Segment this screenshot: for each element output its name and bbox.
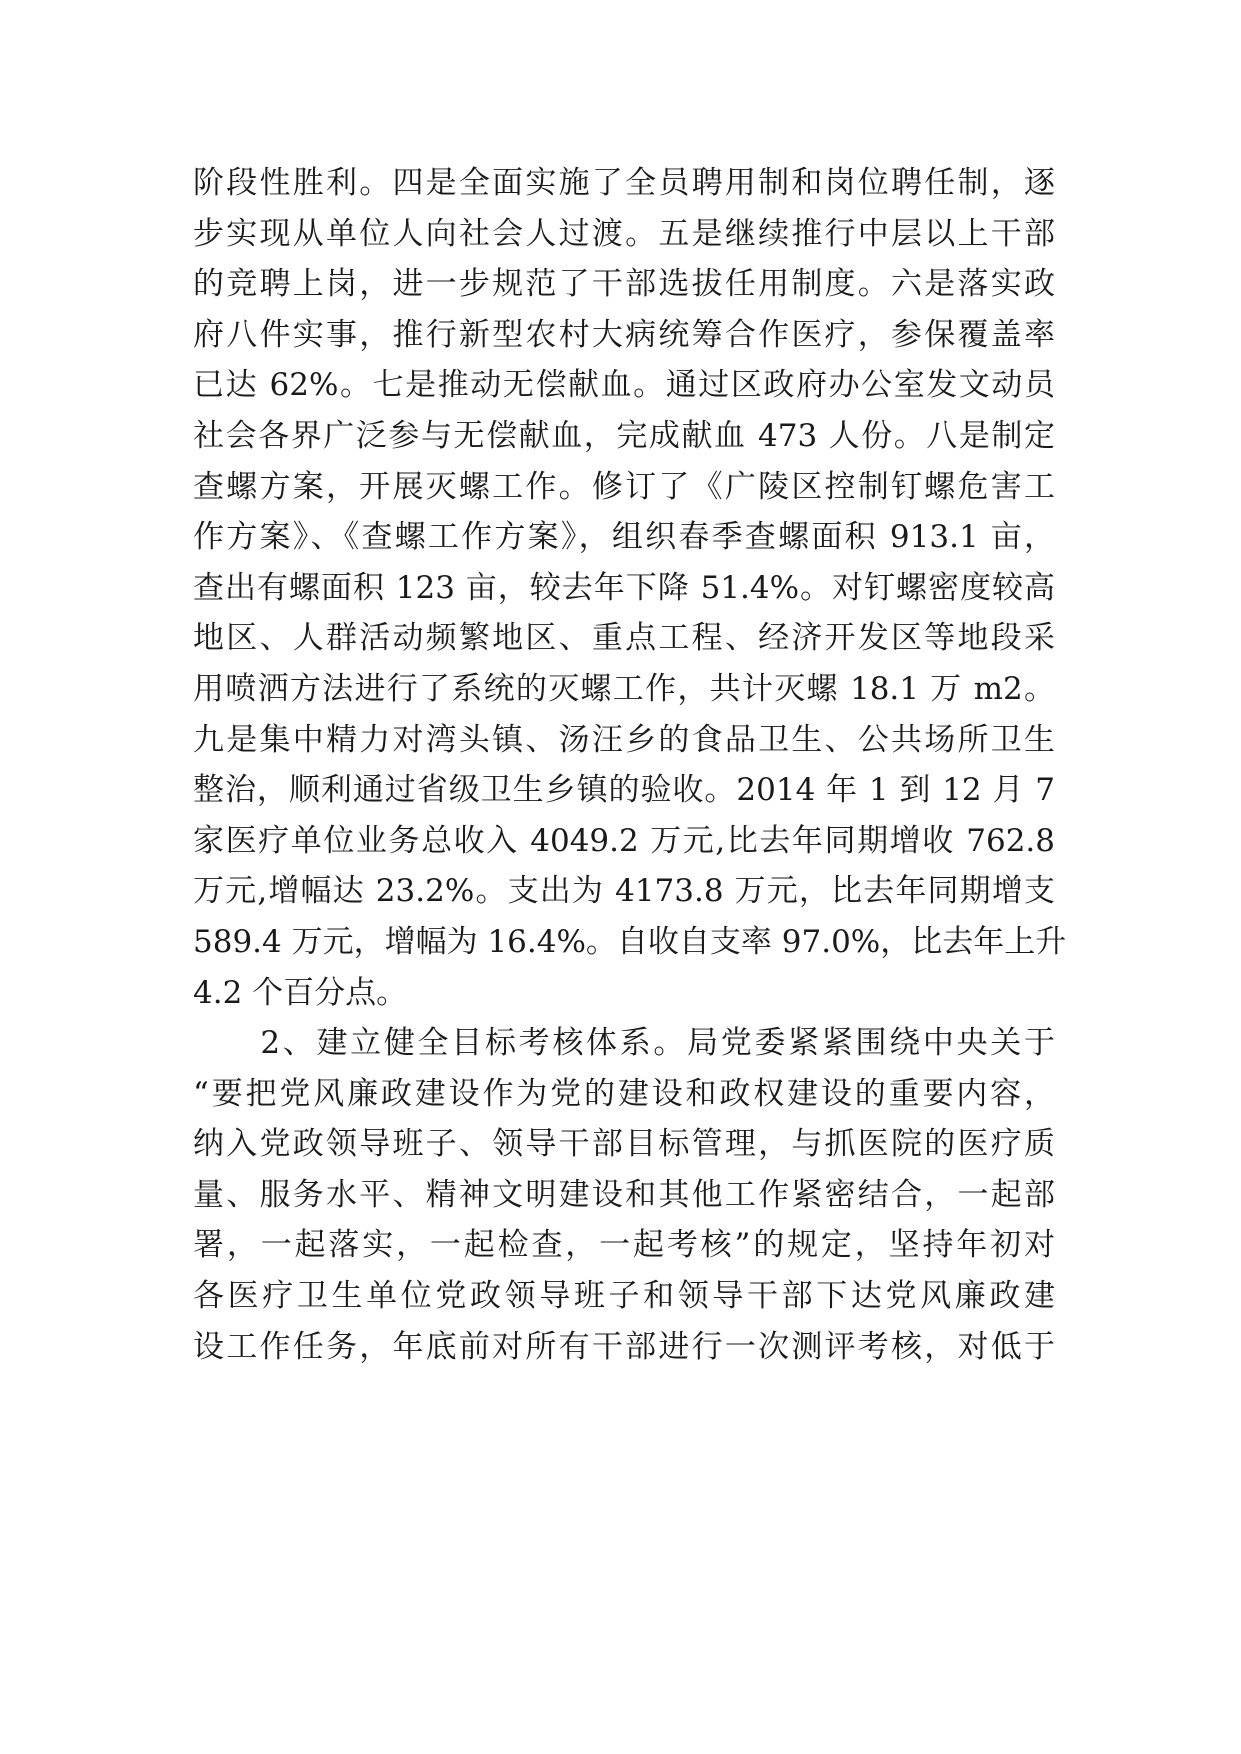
body-text-line: 设工作任务，年底前对所有干部进行一次测评考核，对低于 (193, 1328, 1055, 1365)
body-text-line: 纳入党政领导班子、领导干部目标管理，与抓医院的医疗质 (193, 1126, 1055, 1163)
body-text-line: 的竞聘上岗，进一步规范了干部选拔任用制度。六是落实政 (193, 266, 1055, 303)
body-text-line: 查螺方案，开展灭螺工作。修订了《广陵区控制钉螺危害工 (193, 468, 1055, 505)
body-text-line: 整治，顺利通过省级卫生乡镇的验收。2014 年 1 到 12 月 7 (193, 772, 1055, 809)
body-text-line: 已达 62%。七是推动无偿献血。通过区政府办公室发文动员 (193, 367, 1055, 404)
document-body-text (193, 158, 1067, 1372)
body-text-line: 署，一起落实，一起检查，一起考核”的规定，坚持年初对 (193, 1227, 1055, 1264)
body-text-line: 作方案》、《查螺工作方案》，组织春季查螺面积 913.1 亩， (193, 519, 1055, 556)
body-text-line: 589.4 万元，增幅为 16.4%。自收自支率 97.0%，比去年上升 (193, 923, 1067, 960)
body-text-line: 地区、人群活动频繁地区、重点工程、经济开发区等地段采 (193, 620, 1055, 657)
body-text-line: “要把党风廉政建设作为党的建设和政权建设的重要内容， (193, 1075, 1055, 1112)
body-text-line: 家医疗单位业务总收入 4049.2 万元,比去年同期增收 762.8 (193, 822, 1055, 859)
body-text-line: 各医疗卫生单位党政领导班子和领导干部下达党风廉政建 (193, 1278, 1055, 1315)
body-text-line: 用喷洒方法进行了系统的灭螺工作，共计灭螺 18.1 万 m2。 (193, 670, 1055, 707)
body-text-line: 2、建立健全目标考核体系。局党委紧紧围绕中央关于 (193, 1025, 1055, 1062)
body-text-line: 查出有螺面积 123 亩，较去年下降 51.4%。对钉螺密度较高 (193, 569, 1055, 606)
body-text-line: 九是集中精力对湾头镇、汤汪乡的食品卫生、公共场所卫生 (193, 721, 1055, 758)
body-text-line: 府八件实事，推行新型农村大病统筹合作医疗，参保覆盖率 (193, 316, 1055, 353)
body-text-line: 4.2 个百分点。 (193, 974, 408, 1011)
body-text-line: 社会各界广泛参与无偿献血，完成献血 473 人份。八是制定 (193, 417, 1055, 454)
body-text-line: 万元,增幅达 23.2%。支出为 4173.8 万元，比去年同期增支 (193, 873, 1055, 910)
body-text-line: 阶段性胜利。四是全面实施了全员聘用制和岗位聘任制，逐 (193, 165, 1055, 201)
body-text-line: 步实现从单位人向社会人过渡。五是继续推行中层以上干部 (193, 215, 1055, 252)
body-text-line: 量、服务水平、精神文明建设和其他工作紧密结合，一起部 (193, 1176, 1055, 1213)
